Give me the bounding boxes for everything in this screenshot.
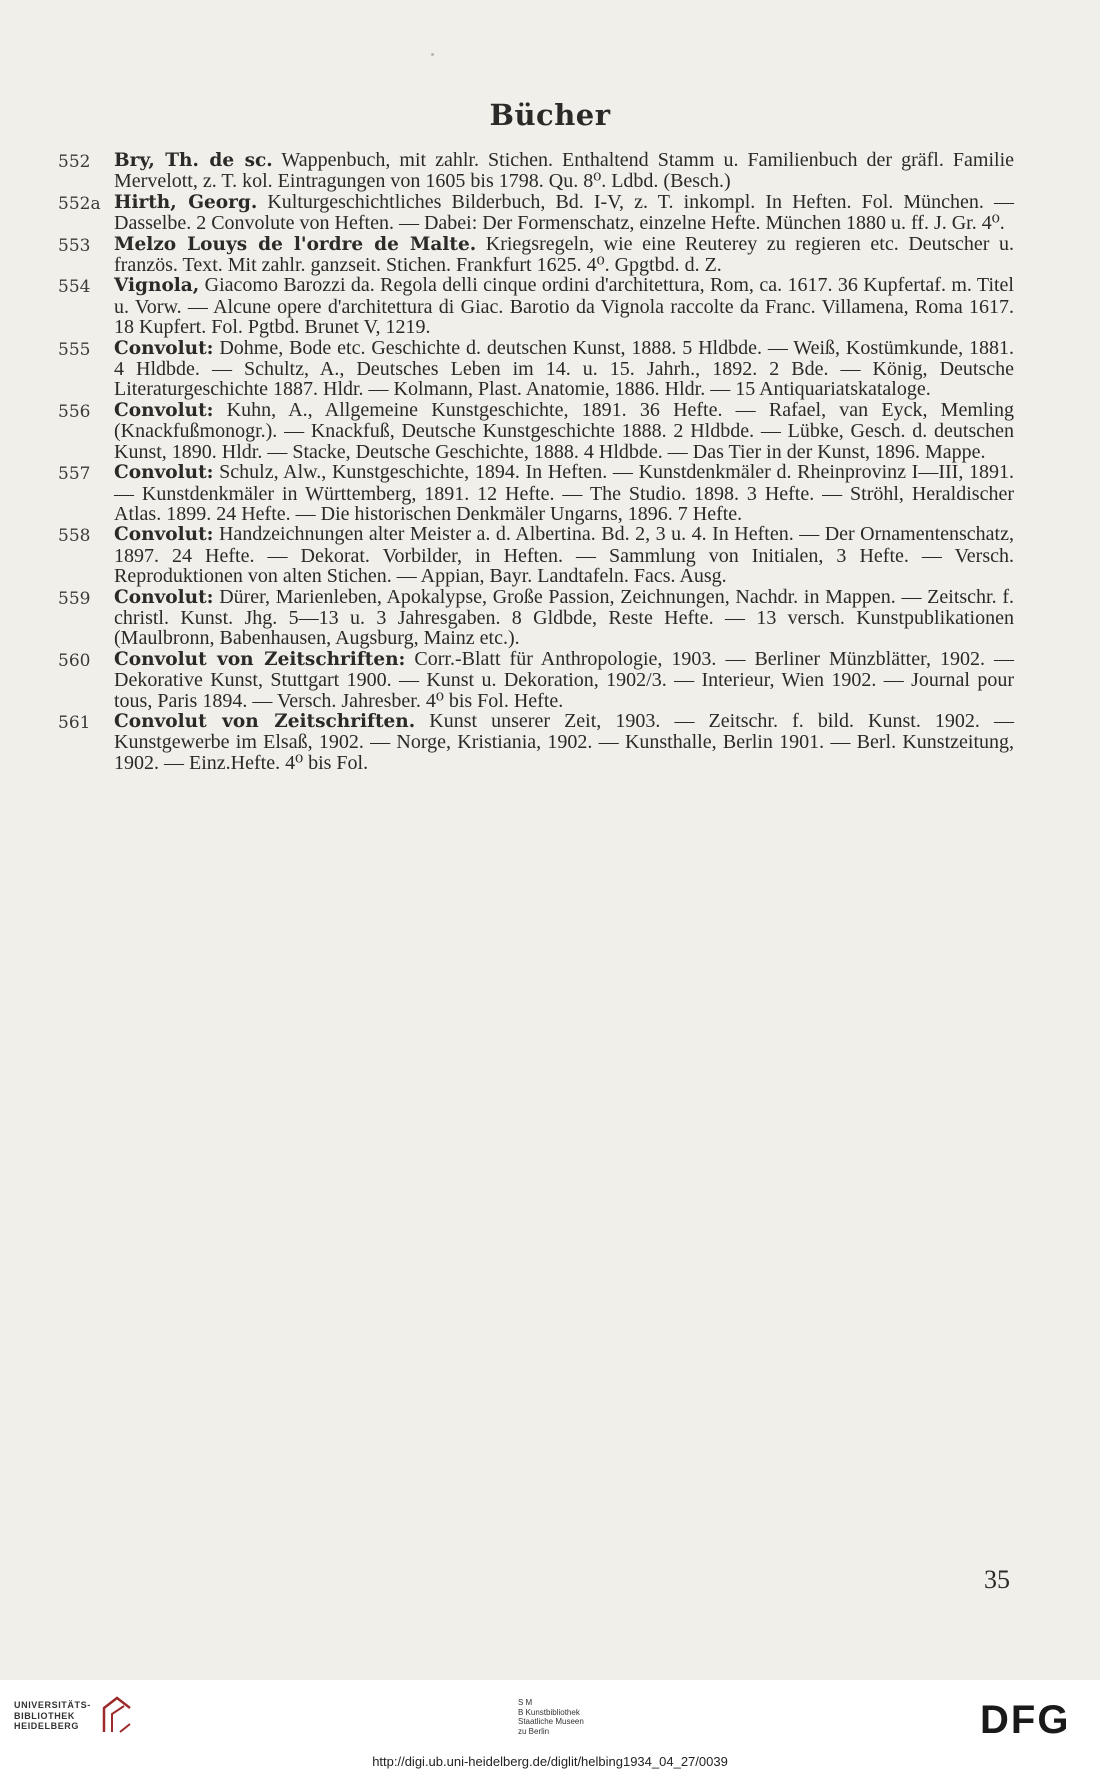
source-url[interactable]: http://digi.ub.uni-heidelberg.de/diglit/helbing1934_04_27/0039 xyxy=(372,1754,728,1769)
entry-title: Convolut: xyxy=(114,337,214,359)
university-library-name xyxy=(14,1700,91,1732)
lot-number: 560 xyxy=(58,650,91,671)
entry-body xyxy=(114,275,1014,337)
entry-body xyxy=(114,338,1014,400)
entry-text: Dohme, Bode etc. Geschichte d. deutschen Kunst, 1888. 5 Hldbde. — Weiß, Kostümkunde, 1881. 4 Hldbde. — Schultz, A., Deutsches Leben im 14. u. 15. Jahrh., 1892. 2 Bde. — König, Deutsche Literaturgeschichte 1887. Hldr. — Kolmann, Plast. Anatomie, 1886. Hldr. — 15 Antiquariatskataloge. xyxy=(114,336,1014,401)
catalog-entry xyxy=(58,649,1018,711)
catalog-entry xyxy=(58,150,1018,192)
entry-body xyxy=(114,192,1014,234)
page-number: 35 xyxy=(984,1565,1010,1594)
entry-title: Convolut: xyxy=(114,399,214,421)
museum-stamp xyxy=(518,1698,584,1736)
catalog-entry xyxy=(58,275,1018,337)
entry-title: Bry, Th. de sc. xyxy=(114,150,273,171)
entry-text: Kunst unserer Zeit, 1903. — Zeitschr. f. bild. Kunst. 1902. — Kunstgewerbe im Elsaß, 1902. — Norge, Kristiania, 1902. — Kunsthalle, Berlin 1901. — Berl. Kunstzeitung, 1902. — Einz.Hefte. 4⁰ bis Fol. xyxy=(114,709,1015,774)
stamp-line: S M xyxy=(518,1698,533,1707)
entry-title: Vignola, xyxy=(114,275,200,297)
catalog-entry xyxy=(58,462,1018,524)
university-line: HEIDELBERG xyxy=(14,1721,80,1731)
entry-title: Convolut von Zeitschriften. xyxy=(114,710,416,732)
university-line: UNIVERSITÄTS- xyxy=(14,1700,91,1710)
entry-title: Melzo Louys de l'ordre de Malte. xyxy=(114,233,477,255)
lot-number: 553 xyxy=(58,235,91,256)
entry-text: Dürer, Marienleben, Apokalypse, Große Passion, Zeichnungen, Nachdr. in Mappen. — Zeitschr. f. christl. Kunst. Jhg. 5—13 u. 3 Jahresgaben. 8 Gldbde, Reste Hefte. — 13 versch. Kunstpublikationen (Maulbronn, Babenhausen, Augsburg, Mainz etc.). xyxy=(114,585,1014,650)
entry-text: Handzeichnungen alter Meister a. d. Albertina. Bd. 2, 3 u. 4. In Heften. — Der Ornamentenschatz, 1897. 24 Hefte. — Dekorat. Vorbilder, in Heften. — Sammlung von Initialen, 3 Hefte. — Versch. Reproduktionen von alten Stichen. — Appian, Bayr. Landtafeln. Facs. Ausg. xyxy=(114,523,1014,588)
entry-text: Corr.-Blatt für Anthropologie, 1903. — Berliner Münzblätter, 1902. — Dekorative Kunst, Stuttgart 1900. — Kunst u. Dekoration, 1902/3. — Interieur, Wien 1902. — Journal pour tous, Paris 1894. — Versch. Jahresber. 4⁰ bis Fol. Hefte. xyxy=(114,647,1014,712)
entry-title: Convolut: xyxy=(114,462,214,484)
page-heading: Bücher xyxy=(489,98,611,132)
catalog-entries xyxy=(58,150,1018,773)
stamp-line: Staatliche Museen xyxy=(518,1717,584,1726)
entry-body xyxy=(114,462,1014,524)
catalog-entry xyxy=(58,234,1018,276)
entry-text: Wappenbuch, mit zahlr. Stichen. Enthaltend Stamm u. Familienbuch der gräfl. Familie Mervelott, z. T. kol. Eintragungen von 1605 bis 1798. Qu. 8⁰. Ldbd. (Besch.) xyxy=(114,149,1014,193)
lot-number: 556 xyxy=(58,401,91,422)
stamp-line: B Kunstbibliothek xyxy=(518,1707,580,1717)
entry-body xyxy=(114,400,1014,462)
university-logo-icon xyxy=(100,1694,134,1734)
lot-number: 561 xyxy=(58,712,91,733)
entry-body xyxy=(114,234,1014,276)
entry-text: Kuhn, A., Allgemeine Kunstgeschichte, 1891. 36 Hefte. — Rafael, van Eyck, Memling (Knackfußmonogr.). — Knackfuß, Deutsche Kunstgeschichte 1888. 2 Hldbde. — Lübke, Gesch. d. deutschen Kunst, 1890. Hldr. — Stacke, Deutsche Geschichte, 1888. 4 Hldbde. — Das Tier in der Kunst, 1896. Mappe. xyxy=(114,398,1014,463)
entry-title: Convolut: xyxy=(114,524,214,546)
lot-number: 557 xyxy=(58,464,91,485)
entry-body xyxy=(114,587,1014,649)
entry-body xyxy=(114,711,1014,773)
entry-text: Schulz, Alw., Kunstgeschichte, 1894. In Heften. — Kunstdenkmäler d. Rheinprovinz I—III, 1891. — Kunstdenkmäler in Württemberg, 1891. 12 Hefte. — The Studio. 1898. 3 Hefte. — Ströhl, Heraldischer Atlas. 1899. 24 Hefte. — Die historischen Denkmäler Ungarns, 1896. 7 Hefte. xyxy=(114,461,1014,525)
lot-number: 552 xyxy=(58,152,91,172)
entry-text: Kriegsregeln, wie eine Reuterey zu regieren etc. Deutscher u. französ. Text. Mit zahlr. ganzseit. Stichen. Frankfurt 1625. 4⁰. Gpgtbd. d. Z. xyxy=(114,232,1014,277)
lot-number: 552a xyxy=(58,193,101,214)
paper-speck xyxy=(431,53,434,56)
entry-title: Hirth, Georg. xyxy=(114,191,258,213)
catalog-entry xyxy=(58,400,1018,462)
lot-number: 558 xyxy=(58,526,91,547)
lot-number: 559 xyxy=(58,588,91,609)
catalog-entry xyxy=(58,192,1018,234)
stamp-line: zu Berlin xyxy=(518,1726,550,1736)
entry-text: Giacomo Barozzi da. Regola delli cinque ordini d'architettura, Rom, ca. 1617. 36 Kupfertaf. m. Titel u. Vorw. — Alcune opere d'architettura di Giac. Barotio da Vignola raccolte da Franc. Villamena, Roma 1617. 18 Kupfert. Fol. Pgtbd. Brunet V, 1219. xyxy=(114,274,1014,339)
entry-body xyxy=(114,524,1014,586)
entry-body xyxy=(114,649,1014,711)
lot-number: 554 xyxy=(58,277,91,298)
lot-number: 555 xyxy=(58,339,91,360)
dfg-logo: DFG xyxy=(980,1698,1071,1742)
catalog-entry xyxy=(58,711,1018,773)
entry-body xyxy=(114,150,1014,192)
catalog-entry xyxy=(58,338,1018,400)
entry-text: Kulturgeschichtliches Bilderbuch, Bd. I-V, z. T. inkompl. In Heften. Fol. München. — Dasselbe. 2 Convolute von Heften. — Dabei: Der Formenschatz, einzelne Hefte. München 1880 u. ff. J. Gr. 4⁰. xyxy=(114,190,1014,235)
catalog-entry xyxy=(58,524,1018,586)
entry-title: Convolut: xyxy=(114,586,214,608)
university-line: BIBLIOTHEK xyxy=(14,1710,75,1721)
entry-title: Convolut von Zeitschriften: xyxy=(114,648,406,670)
catalog-entry xyxy=(58,587,1018,649)
